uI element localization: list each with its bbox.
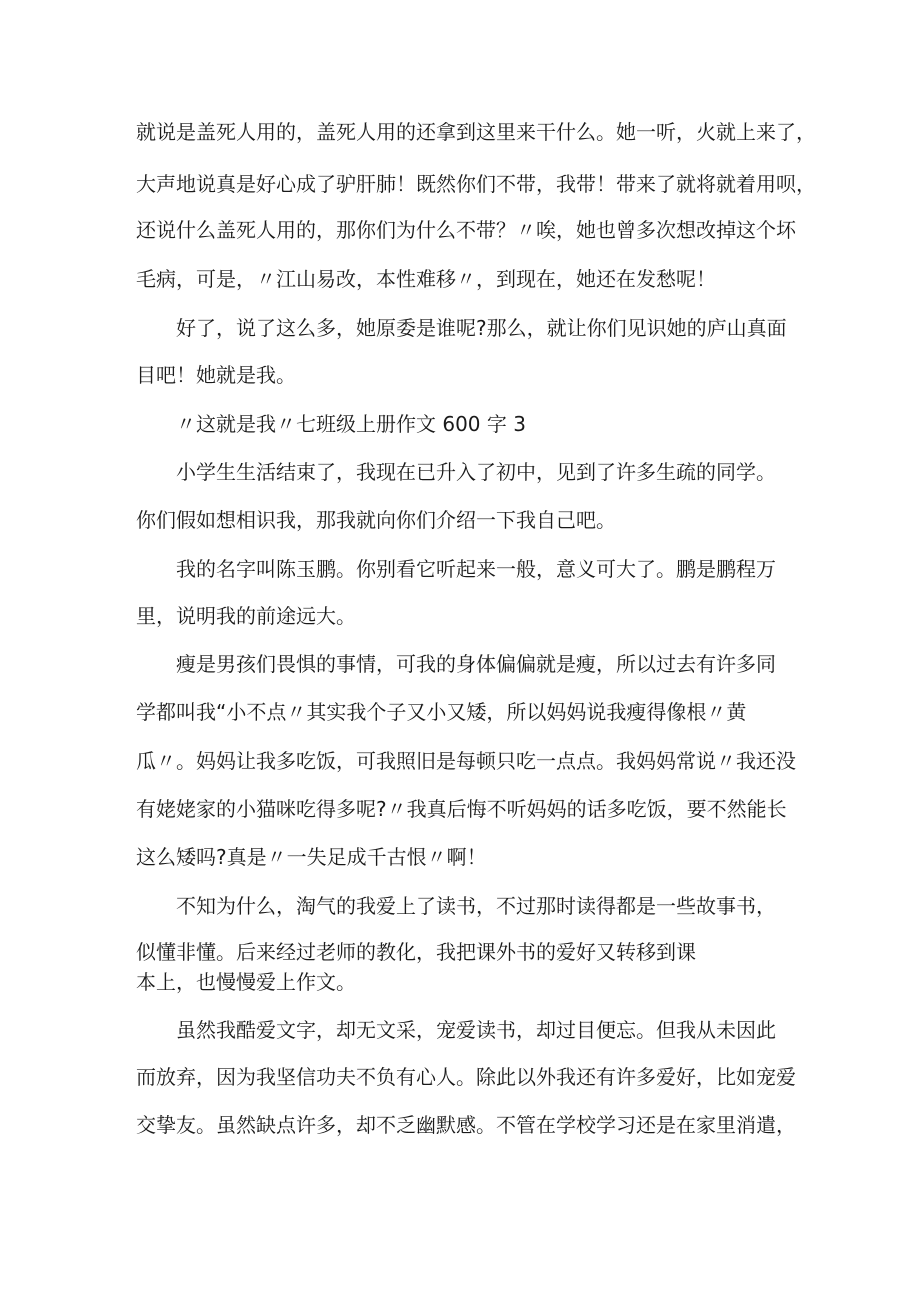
paragraph-start-line: 好了，说了这么多，她原委是谁呢?那么，就让你们见识她的庐山真面 <box>176 316 787 340</box>
text-line: 大声地说真是好心成了驴肝肺！既然你们不带，我带！带来了就将就着用呗， <box>136 172 816 196</box>
text-line: 瓜〃。妈妈让我多吃饭，可我照旧是每顿只吃一点点。我妈妈常说〃我还没 <box>136 749 796 773</box>
paragraph-start-line: 小学生生活结束了，我现在已升入了初中，见到了许多生疏的同学。 <box>176 460 776 484</box>
text-line: 有姥姥家的小猫咪吃得多呢?〃我真后悔不听妈妈的话多吃饭，要不然能长 <box>136 797 787 821</box>
paragraph-start-line: 虽然我酷爱文字，却无文采，宠爱读书，却过目便忘。但我从未因此 <box>176 1018 776 1042</box>
text-line: 学都叫我“小不点〃其实我个子又小又矮，所以妈妈说我瘦得像根〃黄 <box>136 700 747 724</box>
paragraph-start-line: 不知为什么，淘气的我爱上了读书，不过那时读得都是一些故事书， <box>176 894 776 918</box>
paragraph-start-line: 我的名字叫陈玉鹏。你别看它听起来一般，意义可大了。鹏是鹏程万 <box>176 557 776 581</box>
text-line: 本上，也慢慢爱上作文。 <box>136 970 356 994</box>
text-line: 交挚友。虽然缺点许多，却不乏幽默感。不管在学校学习还是在家里消遣， <box>136 1113 796 1137</box>
text-line: 你们假如想相识我，那我就向你们介绍一下我自己吧。 <box>136 508 616 532</box>
text-line: 里，说明我的前途远大。 <box>136 604 356 628</box>
text-line: 就说是盖死人用的，盖死人用的还拿到这里来干什么。她一听，火就上来了， <box>136 120 816 144</box>
paragraph-start-line: 瘦是男孩们畏惧的事情，可我的身体偏偏就是瘦，所以过去有许多同 <box>176 652 776 676</box>
text-line: 似懂非懂。后来经过老师的教化，我把课外书的爱好又转移到课 <box>136 940 696 964</box>
section-heading: 〃这就是我〃七班级上册作文 600 字 3 <box>176 412 526 436</box>
text-line: 这么矮吗?真是〃一失足成千古恨〃啊！ <box>136 845 487 869</box>
text-line: 目吧！她就是我。 <box>136 363 296 387</box>
text-line: 毛病，可是，〃江山易改，本性难移〃，到现在，她还在发愁呢！ <box>136 267 716 291</box>
text-line: 还说什么盖死人用的，那你们为什么不带？〃唉，她也曾多次想改掉这个坏 <box>136 218 796 242</box>
text-line: 而放弃，因为我坚信功夫不负有心人。除此以外我还有许多爱好，比如宠爱 <box>136 1065 796 1089</box>
